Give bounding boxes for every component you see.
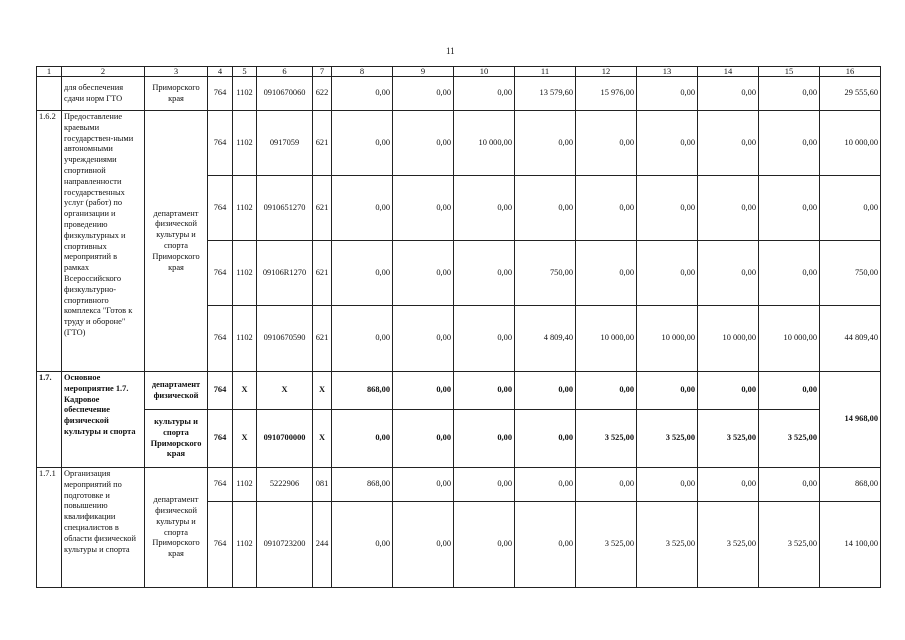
amount-cell: 0,00: [454, 502, 515, 588]
code-target: 0910670590: [257, 306, 313, 372]
amount-cell: 0,00: [393, 410, 454, 468]
header-cell: 2: [62, 67, 145, 77]
amount-cell: 0,00: [698, 111, 759, 176]
code-grbs: 764: [208, 77, 233, 111]
amount-cell: 3 525,00: [698, 502, 759, 588]
amount-cell: 0,00: [332, 176, 393, 241]
header-cell: 14: [698, 67, 759, 77]
code-expense-type: 081: [313, 468, 332, 502]
total-cell: 10 000,00: [820, 111, 881, 176]
code-target: 5222906: [257, 468, 313, 502]
code-expense-type: X: [313, 372, 332, 410]
amount-cell: 0,00: [515, 111, 576, 176]
executor: департамент физической культуры и спорта Приморского края: [145, 468, 208, 588]
amount-cell: 0,00: [393, 241, 454, 306]
amount-cell: 3 525,00: [759, 410, 820, 468]
total-cell: 0,00: [820, 176, 881, 241]
code-grbs: 764: [208, 176, 233, 241]
table-row: [37, 111, 881, 176]
code-expense-type: 621: [313, 241, 332, 306]
code-grbs: 764: [208, 410, 233, 468]
amount-cell: 0,00: [515, 176, 576, 241]
code-target: 0910651270: [257, 176, 313, 241]
amount-cell: 0,00: [332, 111, 393, 176]
amount-cell: 0,00: [576, 372, 637, 410]
code-target: 0910700000: [257, 410, 313, 468]
code-grbs: 764: [208, 372, 233, 410]
code-expense-type: 622: [313, 77, 332, 111]
total-cell: 29 555,60: [820, 77, 881, 111]
amount-cell: 3 525,00: [637, 410, 698, 468]
amount-cell: 0,00: [515, 410, 576, 468]
header-cell: 10: [454, 67, 515, 77]
amount-cell: 0,00: [759, 241, 820, 306]
amount-cell: 3 525,00: [698, 410, 759, 468]
code-section: 1102: [233, 241, 257, 306]
amount-cell: 0,00: [637, 111, 698, 176]
amount-cell: 0,00: [454, 468, 515, 502]
header-cell: 8: [332, 67, 393, 77]
header-row: [37, 67, 881, 77]
code-section: 1102: [233, 111, 257, 176]
amount-cell: 0,00: [759, 468, 820, 502]
header-cell: 1: [37, 67, 62, 77]
total-cell: 44 809,40: [820, 306, 881, 372]
amount-cell: 0,00: [332, 410, 393, 468]
amount-cell: 0,00: [393, 111, 454, 176]
header-cell: 7: [313, 67, 332, 77]
header-cell: 6: [257, 67, 313, 77]
header-cell: 12: [576, 67, 637, 77]
code-target: 0917059: [257, 111, 313, 176]
amount-cell: 3 525,00: [576, 410, 637, 468]
code-section: 1102: [233, 176, 257, 241]
code-grbs: 764: [208, 502, 233, 588]
amount-cell: 0,00: [515, 372, 576, 410]
code-section: X: [233, 410, 257, 468]
amount-cell: 3 525,00: [576, 502, 637, 588]
code-target: 0910723200: [257, 502, 313, 588]
amount-cell: 0,00: [698, 77, 759, 111]
amount-cell: 0,00: [759, 77, 820, 111]
code-target: 0910670060: [257, 77, 313, 111]
header-cell: 3: [145, 67, 208, 77]
amount-cell: 0,00: [332, 241, 393, 306]
code-section: 1102: [233, 77, 257, 111]
amount-cell: 10 000,00: [759, 306, 820, 372]
table-row: [37, 410, 881, 468]
table-row: [37, 77, 881, 111]
code-section: X: [233, 372, 257, 410]
amount-cell: 0,00: [637, 241, 698, 306]
amount-cell: 0,00: [393, 77, 454, 111]
code-section: 1102: [233, 306, 257, 372]
amount-cell: 0,00: [759, 111, 820, 176]
measure-description: Организация мероприятий по подготовке и повышению квалификации специалистов в области физической культуры и спорта: [62, 468, 145, 588]
amount-cell: 0,00: [332, 77, 393, 111]
amount-cell: 0,00: [454, 372, 515, 410]
budget-table: [36, 66, 881, 588]
total-cell: 14 968,00: [820, 372, 881, 468]
table-row: [37, 468, 881, 502]
amount-cell: 0,00: [637, 372, 698, 410]
measure-description: Основное мероприятие 1.7. Кадровое обеспечение физической культуры и спорта: [62, 372, 145, 468]
amount-cell: 0,00: [393, 502, 454, 588]
measure-description: Предоставление краевыми государствен-ными автономными учреждениями спортивной направленности государственных услуг (работ) по организации и проведению физкультурных и спортивных мероприятий в рамках Всероссийского физкультурно-спортивного комплекса "Готов к труду и обороне" (ГТО): [62, 111, 145, 372]
table-row: [37, 372, 881, 410]
total-cell: 14 100,00: [820, 502, 881, 588]
code-grbs: 764: [208, 241, 233, 306]
amount-cell: 10 000,00: [454, 111, 515, 176]
amount-cell: 13 579,60: [515, 77, 576, 111]
amount-cell: 3 525,00: [759, 502, 820, 588]
code-expense-type: X: [313, 410, 332, 468]
amount-cell: 0,00: [454, 410, 515, 468]
code-target: 09106R1270: [257, 241, 313, 306]
code-expense-type: 621: [313, 176, 332, 241]
amount-cell: 0,00: [637, 468, 698, 502]
measure-description: для обеспечения сдачи норм ГТО: [62, 77, 145, 111]
amount-cell: 15 976,00: [576, 77, 637, 111]
amount-cell: 0,00: [576, 111, 637, 176]
row-number: [37, 77, 62, 111]
amount-cell: 10 000,00: [698, 306, 759, 372]
amount-cell: 0,00: [454, 241, 515, 306]
amount-cell: 0,00: [698, 468, 759, 502]
executor: культуры и спорта Приморского края: [145, 410, 208, 468]
header-cell: 9: [393, 67, 454, 77]
amount-cell: 0,00: [637, 77, 698, 111]
amount-cell: 10 000,00: [576, 306, 637, 372]
amount-cell: 0,00: [454, 306, 515, 372]
row-number: 1.6.2: [37, 111, 62, 372]
executor: департамент физической культуры и спорта Приморского края: [145, 111, 208, 372]
executor: департамент физической: [145, 372, 208, 410]
amount-cell: 0,00: [698, 176, 759, 241]
amount-cell: 0,00: [515, 468, 576, 502]
amount-cell: 750,00: [515, 241, 576, 306]
amount-cell: 3 525,00: [637, 502, 698, 588]
amount-cell: 10 000,00: [637, 306, 698, 372]
amount-cell: 0,00: [515, 502, 576, 588]
header-cell: 13: [637, 67, 698, 77]
amount-cell: 0,00: [698, 241, 759, 306]
code-expense-type: 621: [313, 111, 332, 176]
header-cell: 11: [515, 67, 576, 77]
code-grbs: 764: [208, 306, 233, 372]
code-expense-type: 621: [313, 306, 332, 372]
amount-cell: 0,00: [393, 372, 454, 410]
amount-cell: 0,00: [393, 306, 454, 372]
amount-cell: 0,00: [576, 241, 637, 306]
code-grbs: 764: [208, 468, 233, 502]
amount-cell: 0,00: [759, 176, 820, 241]
header-cell: 16: [820, 67, 881, 77]
amount-cell: 0,00: [576, 176, 637, 241]
amount-cell: 4 809,40: [515, 306, 576, 372]
amount-cell: 0,00: [454, 176, 515, 241]
amount-cell: 0,00: [454, 77, 515, 111]
amount-cell: 0,00: [332, 502, 393, 588]
code-expense-type: 244: [313, 502, 332, 588]
executor: Приморского края: [145, 77, 208, 111]
code-target: X: [257, 372, 313, 410]
row-number: 1.7.: [37, 372, 62, 468]
code-grbs: 764: [208, 111, 233, 176]
amount-cell: 0,00: [393, 176, 454, 241]
code-section: 1102: [233, 502, 257, 588]
header-cell: 15: [759, 67, 820, 77]
amount-cell: 868,00: [332, 468, 393, 502]
total-cell: 750,00: [820, 241, 881, 306]
amount-cell: 0,00: [393, 468, 454, 502]
amount-cell: 868,00: [332, 372, 393, 410]
code-section: 1102: [233, 468, 257, 502]
amount-cell: 0,00: [576, 468, 637, 502]
amount-cell: 0,00: [759, 372, 820, 410]
amount-cell: 0,00: [698, 372, 759, 410]
amount-cell: 0,00: [332, 306, 393, 372]
total-cell: 868,00: [820, 468, 881, 502]
header-cell: 4: [208, 67, 233, 77]
page-number: 11: [446, 46, 455, 56]
header-cell: 5: [233, 67, 257, 77]
row-number: 1.7.1: [37, 468, 62, 588]
amount-cell: 0,00: [637, 176, 698, 241]
